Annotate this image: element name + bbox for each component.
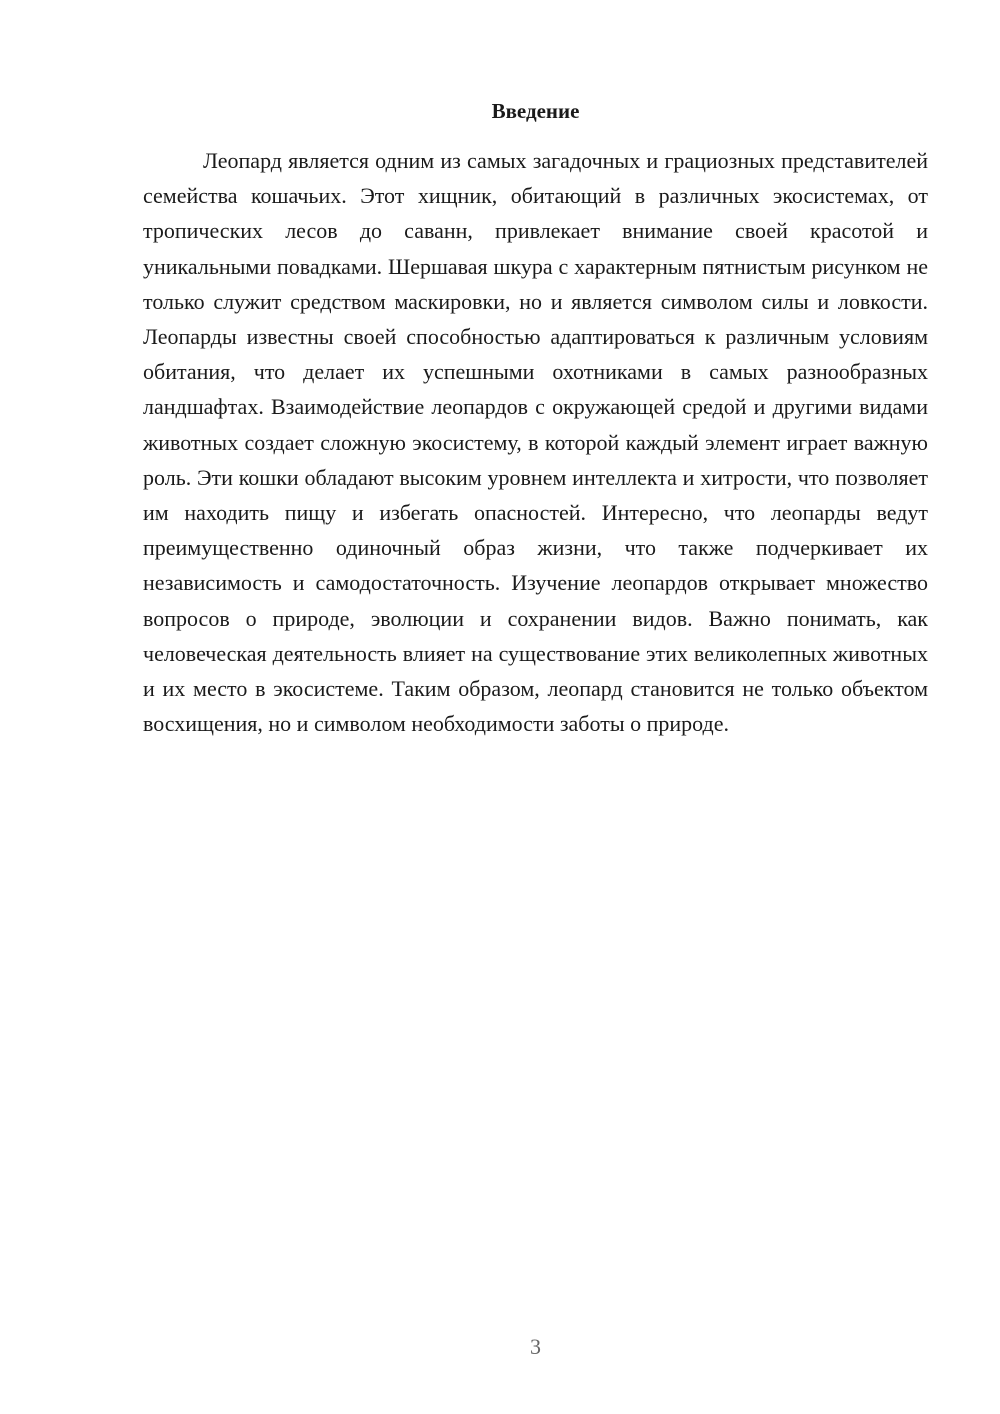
section-title: Введение bbox=[491, 99, 580, 123]
page-number: 3 bbox=[530, 1334, 541, 1359]
body-paragraph: Леопард является одним из самых загадочных и грациозных представителей семейства кошачьих. Этот хищник, обитающий в различных экосистемах, от тропических лесов до саванн, привлекает внимание своей красотой и уникальными повадками. Шершавая шкура с характерным пятнистым рисунком не только служит средством маскировки, но и является символом силы и ловкости. Леопарды известны своей способностью адаптироваться к различным условиям обитания, что делает их успешными охотниками в самых разнообразных ландшафтах. Взаимодействие леопардов с окружающей средой и другими видами животных создает сложную экосистему, в которой каждый элемент играет важную роль. Эти кошки обладают высоким уровнем интеллекта и хитрости, что позволяет им находить пищу и избегать опасностей. Интересно, что леопарды ведут преимущественно одиночный образ жизни, что также подчеркивает их независимость и самодостаточность. Изучение леопардов открывает множество вопросов о природе, эволюции и сохранении видов. Важно понимать, как человеческая деятельность влияет на существование этих великолепных животных и их место в экосистеме. Таким образом, леопард становится не только объектом восхищения, но и символом необходимости заботы о природе. bbox=[143, 148, 928, 737]
